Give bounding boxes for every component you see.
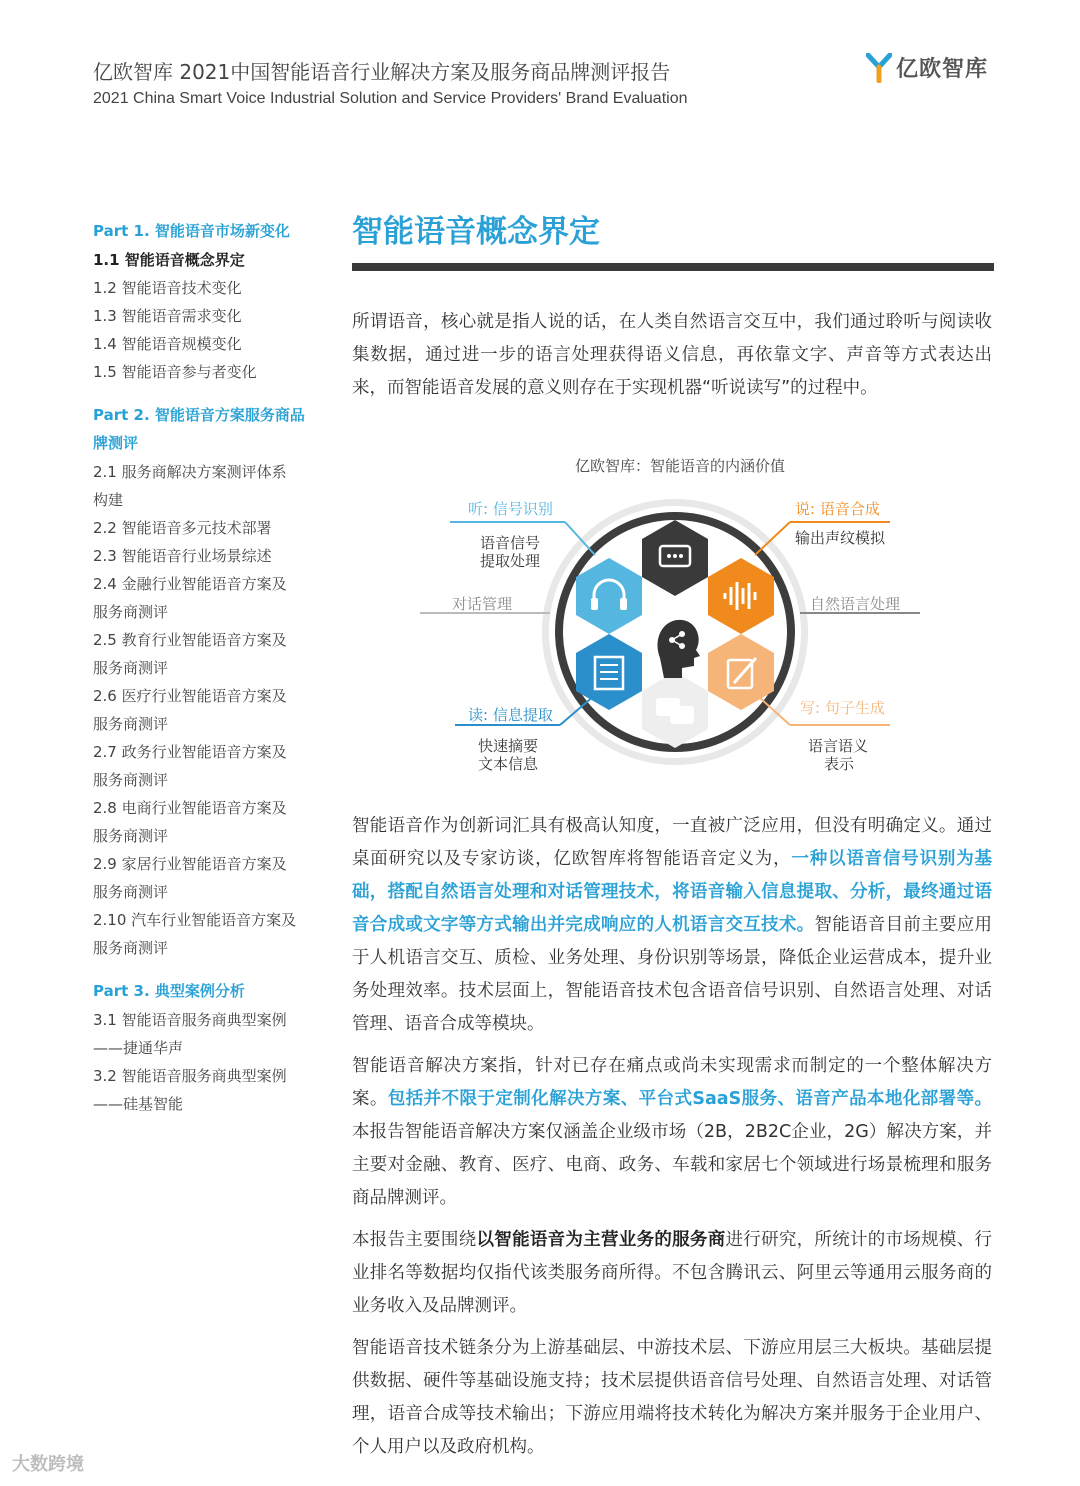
write-desc-2: 表示 [824,755,855,773]
toc-item[interactable]: 3.2 智能语音服务商典型案例 [93,1067,287,1085]
toc-item[interactable]: 服务商测评 [93,659,169,677]
report-title: 亿欧智库 2021中国智能语音行业解决方案及服务商品牌测评报告 [93,60,671,84]
intro-paragraph: 所谓语音，核心就是指人说的话，在人类自然语言交互中，我们通过聆听与阅读收集数据，通过进一步的语言处理获得语义信息，再依靠文字、声音等方式表达出来，而智能语音发展的意义则存在于实现机器“听说读写”的过程中。 [352,312,992,398]
nlp-label: 自然语言处理 [810,595,901,613]
speak-label: 说: 语音合成 [795,500,880,518]
toc-item[interactable]: 3.1 智能语音服务商典型案例 [93,1011,287,1029]
toc-item[interactable]: 服务商测评 [93,603,169,621]
title-divider [352,263,994,271]
toc-item[interactable]: 2.8 电商行业智能语音方案及 [93,799,287,817]
toc-item[interactable]: 1.1 智能语音概念界定 [93,251,245,269]
toc-item[interactable]: 服务商测评 [93,883,169,901]
toc-part-title[interactable]: Part 3. 典型案例分析 [93,982,245,1000]
write-desc-1: 语言语义 [808,737,869,755]
watermark: 大数跨境 [12,1454,84,1475]
write-label: 写: 句子生成 [800,699,885,717]
toc-item[interactable]: 1.5 智能语音参与者变化 [93,363,257,381]
listen-desc-1: 语音信号 [480,534,541,552]
report-subtitle: 2021 China Smart Voice Industrial Solution and Service Providers' Brand Evaluation [93,90,688,107]
read-label: 读: 信息提取 [468,706,553,724]
toc-part-title-cont[interactable]: 牌测评 [93,434,139,452]
solution-text-cont: 本报告智能语音解决方案仅涵盖企业级市场（2B，2B2C企业，2G）解决方案，并主要对金融、教育、医疗、电商、政务、车载和家居七个领域进行场景梳理和服务商品牌测评。 [352,1122,992,1208]
toc-item[interactable]: 2.9 家居行业智能语音方案及 [93,855,287,873]
brand-logo [866,52,988,83]
scope-text-cont: 进行研究，所统计的市场规模、行业排名等数据均仅指代该类服务商所得。不包含腾讯云、阿里云等通用云服务商的业务收入及品牌测评。 [352,1230,992,1316]
toc-part-3 [93,978,318,1118]
logo-text: 亿欧智库 [896,57,989,82]
toc-part-1 [93,218,318,386]
definition-highlight: 一种以语音信号识别为基础，搭配自然语言处理和对话管理技术，将语音输入信息提取、分析，最终通过语音合成或文字等方式输出并完成响应的人机语言交互技术。 [352,849,993,935]
toc-item[interactable]: 2.5 教育行业智能语音方案及 [93,631,287,649]
toc-item[interactable]: 1.4 智能语音规模变化 [93,335,242,353]
voice-value-diagram [420,450,940,790]
listen-label: 听: 信号识别 [468,500,553,518]
toc-item[interactable]: 2.10 汽车行业智能语音方案及 [93,911,297,929]
toc-item[interactable]: 2.1 服务商解决方案测评体系 [93,463,287,481]
definition-text-cont: 智能语音目前主要应用于人机语言交互、质检、业务处理、身份识别等场景，降低企业运营成本，提升业务处理效率。技术层面上，智能语音技术包含语音信号识别、自然语言处理、对话管理、语音合成等模块。 [352,915,993,1034]
toc-part-title[interactable]: Part 2. 智能语音方案服务商品 [93,406,305,424]
toc-item[interactable]: 1.2 智能语音技术变化 [93,279,242,297]
toc-item[interactable]: ——硅基智能 [93,1095,184,1113]
toc-part-title[interactable]: Part 1. 智能语音市场新变化 [93,222,290,240]
definition-paragraph [352,810,992,1041]
definition-text: 智能语音作为创新词汇具有极高认知度，一直被广泛应用，但没有明确定义。通过桌面研究以及专家访谈，亿欧智库将智能语音定义为， [352,816,992,869]
read-desc-1: 快速摘要 [478,737,539,755]
table-of-contents [93,218,318,1134]
scope-paragraph [352,1224,992,1323]
toc-item[interactable]: 服务商测评 [93,771,169,789]
toc-item[interactable]: 2.4 金融行业智能语音方案及 [93,575,287,593]
read-desc-2: 文本信息 [478,755,539,773]
toc-item[interactable]: 2.7 政务行业智能语音方案及 [93,743,287,761]
solution-highlight: 包括并不限于定制化解决方案、平台式SaaS服务、语音产品本地化部署等。 [387,1089,993,1109]
toc-item[interactable]: 构建 [93,491,124,509]
diagram-title: 亿欧智库：智能语音的内涵价值 [574,457,785,475]
chain-paragraph: 智能语音技术链条分为上游基础层、中游技术层、下游应用层三大板块。基础层提供数据、硬件等基础设施支持；技术层提供语音信号处理、自然语言处理、对话管理，语音合成等技术输出；下游应用端将技术转化为解决方案并服务于企业用户、个人用户以及政府机构。 [352,1338,992,1457]
toc-item[interactable]: ——捷通华声 [93,1039,184,1057]
logo-y-icon [866,53,892,83]
dialog-label: 对话管理 [452,595,513,613]
scope-text: 本报告主要围绕 [352,1230,477,1250]
toc-item[interactable]: 服务商测评 [93,827,169,845]
toc-item[interactable]: 服务商测评 [93,939,169,957]
toc-part-2 [93,402,318,962]
section-title: 智能语音概念界定 [352,214,600,250]
toc-item[interactable]: 2.6 医疗行业智能语音方案及 [93,687,287,705]
solution-paragraph [352,1050,992,1215]
scope-bold: 以智能语音为主营业务的服务商 [476,1230,726,1250]
listen-desc-2: 提取处理 [480,552,541,570]
toc-item[interactable]: 服务商测评 [93,715,169,733]
toc-item[interactable]: 2.2 智能语音多元技术部署 [93,519,272,537]
toc-item[interactable]: 1.3 智能语音需求变化 [93,307,242,325]
toc-item[interactable]: 2.3 智能语音行业场景综述 [93,547,272,565]
solution-text: 智能语音解决方案指，针对已存在痛点或尚未实现需求而制定的一个整体解决方案。 [352,1056,992,1109]
speak-desc: 输出声纹模拟 [795,529,886,547]
